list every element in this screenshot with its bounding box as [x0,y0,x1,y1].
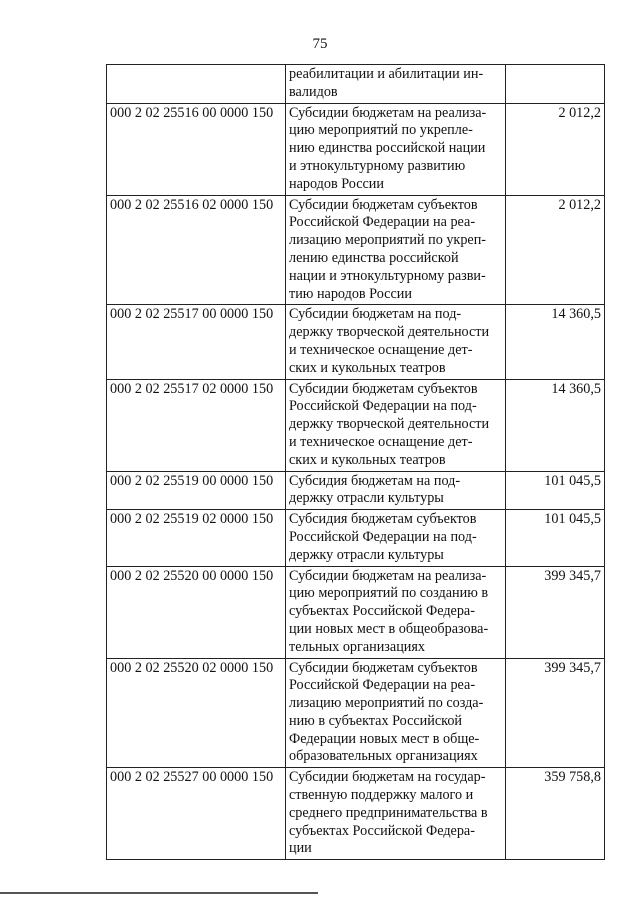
revenue-name-line: среднего предпринимательства в [289,804,488,821]
revenue-name-line: и техническое оснащение дет- [289,433,473,450]
revenue-name-line: валидов [289,83,338,100]
revenue-name-line: нию единства российской нации [289,140,486,157]
budget-code-cell [107,65,286,104]
revenue-name-cell [286,379,506,471]
revenue-name-line: лизацию мероприятий по укреп- [289,232,487,249]
page-number: 75 [312,36,328,52]
revenue-name-cell [286,195,506,305]
revenue-name-line: тельных организациях [289,638,426,655]
budget-code-cell: 000 2 02 25517 00 0000 150 [107,305,286,379]
revenue-name-line: Российской Федерации на реа- [289,677,476,694]
revenue-name-line: Российской Федерации на реа- [289,214,476,231]
revenue-name-line: нации и этнокультурному разви- [289,267,486,284]
budget-table [106,64,605,860]
revenue-name-cell [286,510,506,566]
amount-cell: 359 758,8 [506,768,605,860]
revenue-name-line: Субсидия бюджетам субъектов [289,511,477,528]
amount-cell: 14 360,5 [506,379,605,471]
revenue-name-line: держку творческой деятельности [289,324,490,341]
revenue-name-line: ских и кукольных театров [289,359,446,376]
budget-code-cell: 000 2 02 25527 00 0000 150 [107,768,286,860]
revenue-name-line: и этнокультурному развитию [289,157,466,174]
table-row [107,195,605,305]
revenue-name-cell [286,658,506,768]
revenue-name-line: цию мероприятий по укрепле- [289,122,473,139]
amount-cell: 399 345,7 [506,566,605,658]
revenue-name-line: держку творческой деятельности [289,416,490,433]
revenue-name-cell [286,768,506,860]
amount-cell: 101 045,5 [506,510,605,566]
footer-rule [0,892,318,894]
table-row [107,768,605,860]
budget-code-cell: 000 2 02 25520 02 0000 150 [107,658,286,768]
revenue-name-line: Российской Федерации на под- [289,528,477,545]
revenue-name-line: Субсидии бюджетам субъектов [289,380,478,397]
budget-code-cell: 000 2 02 25519 00 0000 150 [107,471,286,510]
table-row [107,471,605,510]
revenue-name-line: Субсидии бюджетам на реализа- [289,104,487,121]
revenue-name-line: Субсидии бюджетам субъектов [289,196,478,213]
revenue-name-line: нию в субъектах Российской [289,712,463,729]
amount-cell: 399 345,7 [506,658,605,768]
table-row [107,658,605,768]
revenue-name-line: Субсидии бюджетам на государ- [289,769,486,786]
revenue-name-line: субъектах Российской Федера- [289,603,475,620]
budget-code-cell: 000 2 02 25516 02 0000 150 [107,195,286,305]
revenue-name-line: Субсидии бюджетам на под- [289,306,462,323]
revenue-name-line: Субсидии бюджетам субъектов [289,659,478,676]
revenue-name-cell [286,471,506,510]
revenue-name-line: Субсидия бюджетам на под- [289,472,461,489]
table-row [107,103,605,195]
revenue-name-cell [286,65,506,104]
revenue-name-line: держку отрасли культуры [289,490,444,507]
revenue-name-line: лению единства российской [289,249,459,266]
revenue-name-line: Российской Федерации на под- [289,398,477,415]
table-row [107,305,605,379]
revenue-name-line: реабилитации и абилитации ин- [289,66,484,82]
table-row [107,379,605,471]
revenue-name-line: ции новых мест в общеобразова- [289,620,489,637]
revenue-name-line: держку отрасли культуры [289,546,444,563]
revenue-name-line: тию народов России [289,285,412,302]
revenue-name-line: народов России [289,175,384,192]
table-row [107,510,605,566]
amount-cell: 101 045,5 [506,471,605,510]
amount-cell: 2 012,2 [506,195,605,305]
revenue-name-line: Субсидии бюджетам на реализа- [289,567,487,584]
budget-code-cell: 000 2 02 25516 00 0000 150 [107,103,286,195]
revenue-name-line: ственную поддержку малого и [289,787,474,804]
revenue-name-line: цию мероприятий по созданию в [289,585,489,602]
revenue-name-line: ских и кукольных театров [289,451,446,468]
revenue-name-line: субъектах Российской Федера- [289,822,475,839]
revenue-name-cell [286,566,506,658]
budget-code-cell: 000 2 02 25520 00 0000 150 [107,566,286,658]
revenue-name-line: лизацию мероприятий по созда- [289,695,484,712]
revenue-name-cell [286,305,506,379]
revenue-name-line: Федерации новых мест в обще- [289,730,480,747]
amount-cell [506,65,605,104]
revenue-name-line: образовательных организациях [289,748,478,765]
amount-cell: 14 360,5 [506,305,605,379]
table-row [107,566,605,658]
budget-code-cell: 000 2 02 25517 02 0000 150 [107,379,286,471]
revenue-name-cell [286,103,506,195]
revenue-name-line: ции [289,840,312,857]
revenue-name-line: и техническое оснащение дет- [289,341,473,358]
budget-code-cell: 000 2 02 25519 02 0000 150 [107,510,286,566]
table-row [107,65,605,104]
amount-cell: 2 012,2 [506,103,605,195]
budget-table-body [107,65,605,860]
